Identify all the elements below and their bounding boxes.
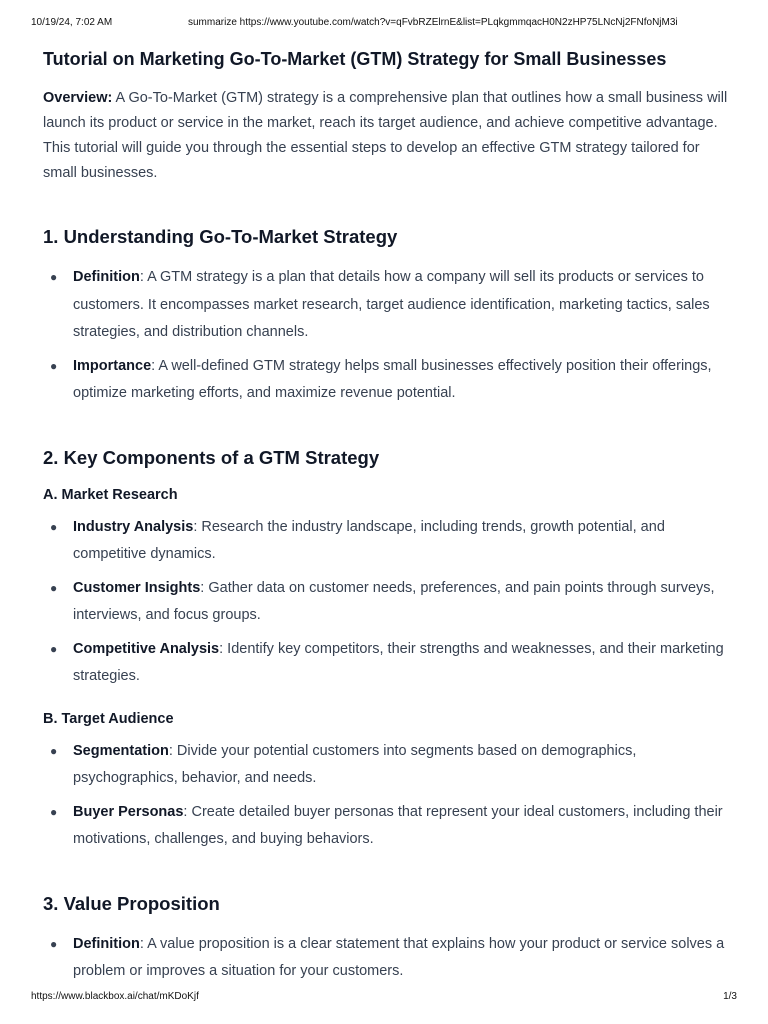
item-term: Definition <box>73 935 140 952</box>
bullet-icon: ● <box>50 270 58 284</box>
bullet-icon: ● <box>50 641 58 656</box>
item-text: : Research the industry landscape, including trends, growth potential, and competitive dynamics. <box>73 518 665 562</box>
bullet-list <box>43 931 733 986</box>
item-term: Customer Insights <box>73 579 201 596</box>
item-term: Buyer Personas <box>73 803 184 820</box>
page-number: 1/3 <box>723 991 737 1002</box>
print-footer <box>31 991 737 1005</box>
list-item <box>43 264 733 347</box>
bullet-icon: ● <box>50 358 58 373</box>
item-term: Segmentation <box>73 742 169 759</box>
list-item <box>43 353 733 408</box>
item-term: Importance <box>73 357 152 374</box>
document-title: Tutorial on Marketing Go-To-Market (GTM) Strategy for Small Businesses <box>43 49 667 69</box>
bullet-icon: ● <box>50 519 58 534</box>
item-text: : A well-defined GTM strategy helps small businesses effectively position their offerings, optimize marketing efforts, and maximize revenue potential. <box>73 357 712 401</box>
list-item <box>43 799 733 854</box>
item-text: : A GTM strategy is a plan that details how a company will sell its products or services to customers. It encompasses market research, target audience identification, marketing tactics, sales strategies, and distribution channels. <box>73 269 710 340</box>
section-heading: 1. Understanding Go-To-Market Strategy <box>43 226 398 247</box>
print-footer-url: https://www.blackbox.ai/chat/mKDoKjf <box>31 991 199 1002</box>
overview-paragraph <box>43 86 733 186</box>
overview-label: Overview: <box>43 90 113 106</box>
item-text: : A value proposition is a clear statement that explains how your product or service solves a problem or improves a situation for your customers. <box>73 935 725 979</box>
print-date: 10/19/24, 7:02 AM <box>31 17 113 28</box>
list-item <box>43 514 733 569</box>
bullet-icon: ● <box>50 936 58 951</box>
item-text: : Create detailed buyer personas that represent your ideal customers, including their motivations, challenges, and buying behaviors. <box>73 803 723 847</box>
bullet-icon: ● <box>50 580 58 595</box>
list-item <box>43 738 733 793</box>
bullet-list <box>43 514 733 691</box>
bullet-icon: ● <box>50 804 58 819</box>
item-term: Industry Analysis <box>73 518 194 535</box>
section-heading: 2. Key Components of a GTM Strategy <box>43 446 380 468</box>
item-text: : Identify key competitors, their strengths and weaknesses, and their marketing strategies. <box>73 640 724 684</box>
overview-text: A Go-To-Market (GTM) strategy is a comprehensive plan that outlines how a small business will launch its product or service in the market, reach its target audience, and achieve competitive advantage. This tutorial will guide you through the essential steps to develop an effective GTM strategy tailored for small businesses. <box>43 90 728 181</box>
subsection-heading: A. Market Research <box>43 486 178 503</box>
item-term: Definition <box>73 269 140 285</box>
item-term: Competitive Analysis <box>73 640 220 657</box>
list-item <box>43 636 733 691</box>
print-page-title: summarize https://www.youtube.com/watch?v=qFvbRZElrnE&list=PLqkgmmqacH0N2zHP75LNcNj2FNfoNjM3i <box>188 17 678 28</box>
item-text: : Gather data on customer needs, preferences, and pain points through surveys, interviews, and focus groups. <box>73 579 715 623</box>
document-body <box>43 46 733 992</box>
bullet-icon: ● <box>50 743 58 758</box>
bullet-list <box>43 264 733 408</box>
section-heading: 3. Value Proposition <box>43 892 220 914</box>
print-header <box>31 17 737 35</box>
list-item <box>43 931 733 986</box>
bullet-list <box>43 738 733 854</box>
subsection-heading: B. Target Audience <box>43 710 174 727</box>
item-text: : Divide your potential customers into segments based on demographics, psychographics, behavior, and needs. <box>73 742 637 786</box>
list-item <box>43 575 733 630</box>
